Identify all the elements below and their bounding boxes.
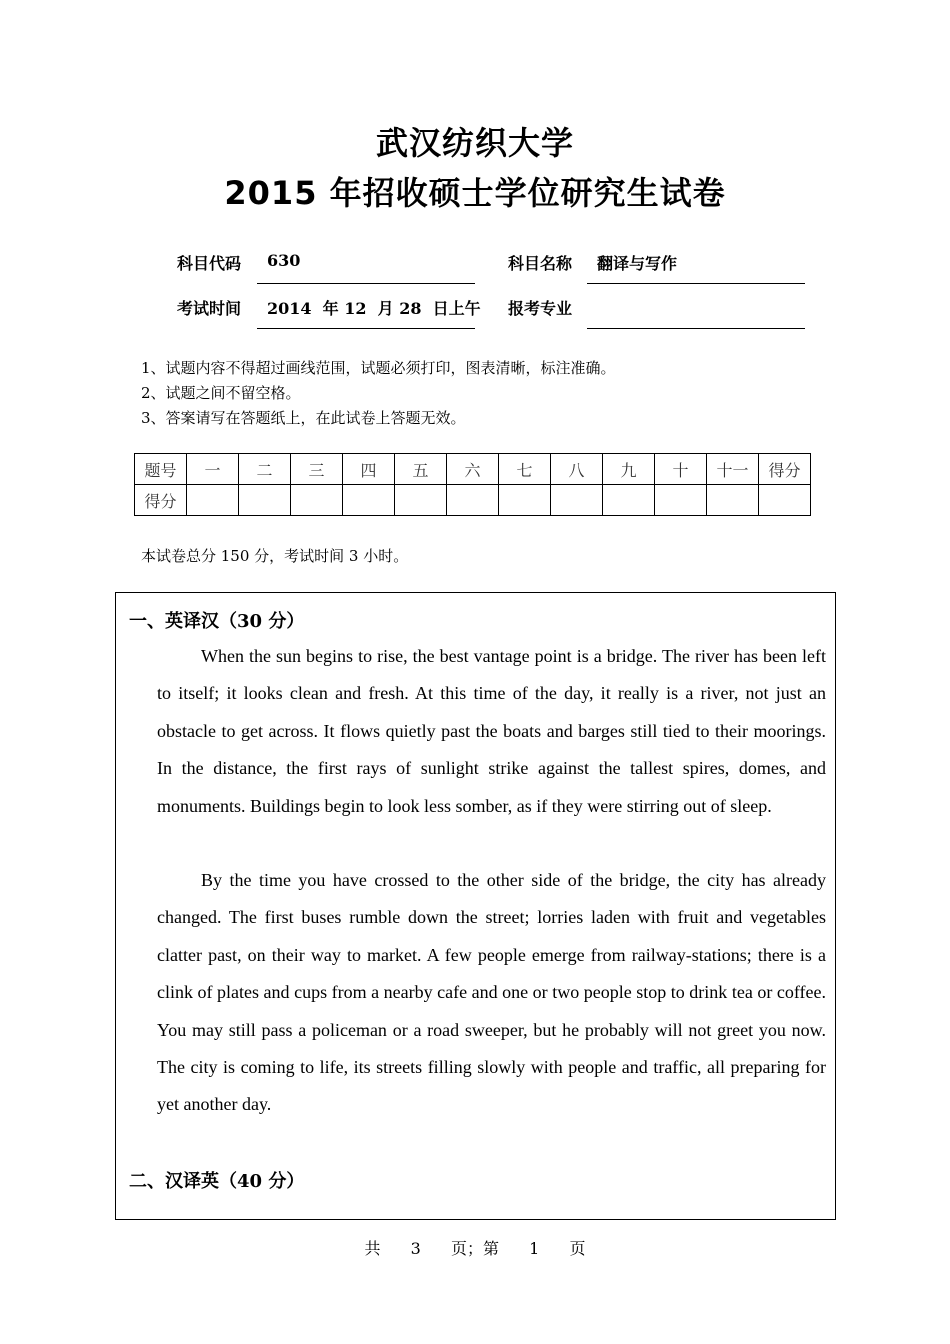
- header-cell: 十一: [707, 454, 759, 485]
- subject-name-label: 科目名称: [508, 254, 573, 273]
- major-underline: [587, 328, 805, 329]
- total-score-note: 本试卷总分 150 分，考试时间 3 小时。: [141, 547, 409, 565]
- university-title: 武汉纺织大学: [375, 124, 574, 162]
- exam-time-value: 2014 年 12 月 28 日上午: [267, 299, 481, 318]
- exam-time-underline: [257, 328, 475, 329]
- header-cell: 六: [447, 454, 499, 485]
- exam-time-label: 考试时间: [177, 299, 242, 318]
- score-row-label: 得分: [135, 485, 187, 516]
- subject-code-value: 630: [267, 251, 301, 270]
- score-table-header-row: [135, 454, 811, 485]
- header-cell: 二: [239, 454, 291, 485]
- score-cell: [499, 485, 551, 516]
- score-cell: [655, 485, 707, 516]
- page-footer: 共 3 页；第 1 页: [364, 1239, 586, 1258]
- note-item: 2、试题之间不留空格。: [141, 384, 301, 402]
- score-cell: [707, 485, 759, 516]
- score-table: [134, 453, 811, 516]
- header-cell: 四: [343, 454, 395, 485]
- section1-paragraph: When the sun begins to rise, the best vantage point is a bridge. The river has been left to itself; it looks clean and fresh. At this time of the day, it really is a river, not just an obstacle to get across. It flows quietly past the boats and barges still tied to their moorings. In the distance, the first rays of sunlight strike against the tallest spires, domes, and monuments. Buildings begin to look less somber, as if they were stirring out of sleep.: [157, 646, 826, 816]
- header-cell: 八: [551, 454, 603, 485]
- header-cell: 题号: [135, 454, 187, 485]
- question-box: [115, 592, 836, 1220]
- score-table-score-row: [135, 485, 811, 516]
- score-cell: [291, 485, 343, 516]
- exam-notes: [141, 356, 616, 431]
- major-label: 报考专业: [508, 299, 573, 318]
- header-cell: 九: [603, 454, 655, 485]
- header-cell: 七: [499, 454, 551, 485]
- score-cell: [759, 485, 811, 516]
- score-cell: [603, 485, 655, 516]
- score-cell: [187, 485, 239, 516]
- header-cell: 三: [291, 454, 343, 485]
- score-cell: [395, 485, 447, 516]
- subject-code-underline: [257, 283, 475, 284]
- section1-paragraph: By the time you have crossed to the other side of the bridge, the city has already changed. The first buses rumble down the street; lorries laden with fruit and vegetables clatter past, on their way to market. A few people emerge from railway-stations; there is a clink of plates and cups from a nearby cafe and one or two people stop to drink tea or coffee. You may still pass a policeman or a road sweeper, but he probably will not greet you now. The city is coming to life, its streets filling slowly with people and traffic, all preparing for yet another day.: [157, 870, 826, 1115]
- header-cell: 十: [655, 454, 707, 485]
- section2-heading: 二、汉译英（40 分）: [129, 1171, 305, 1192]
- header-cell: 一: [187, 454, 239, 485]
- header-cell: 得分: [759, 454, 811, 485]
- subject-name-value: 翻译与写作: [597, 254, 678, 273]
- header-cell: 五: [395, 454, 447, 485]
- score-cell: [343, 485, 395, 516]
- score-cell: [447, 485, 499, 516]
- subject-name-underline: [587, 283, 805, 284]
- section1-heading: 一、英译汉（30 分）: [129, 611, 305, 632]
- subject-code-label: 科目代码: [177, 254, 242, 273]
- score-cell: [239, 485, 291, 516]
- exam-title: 2015 年招收硕士学位研究生试卷: [224, 174, 726, 212]
- note-item: 3、答案请写在答题纸上，在此试卷上答题无效。: [141, 409, 466, 427]
- note-item: 1、试题内容不得超过画线范围，试题必须打印，图表清晰，标注准确。: [141, 359, 616, 377]
- score-cell: [551, 485, 603, 516]
